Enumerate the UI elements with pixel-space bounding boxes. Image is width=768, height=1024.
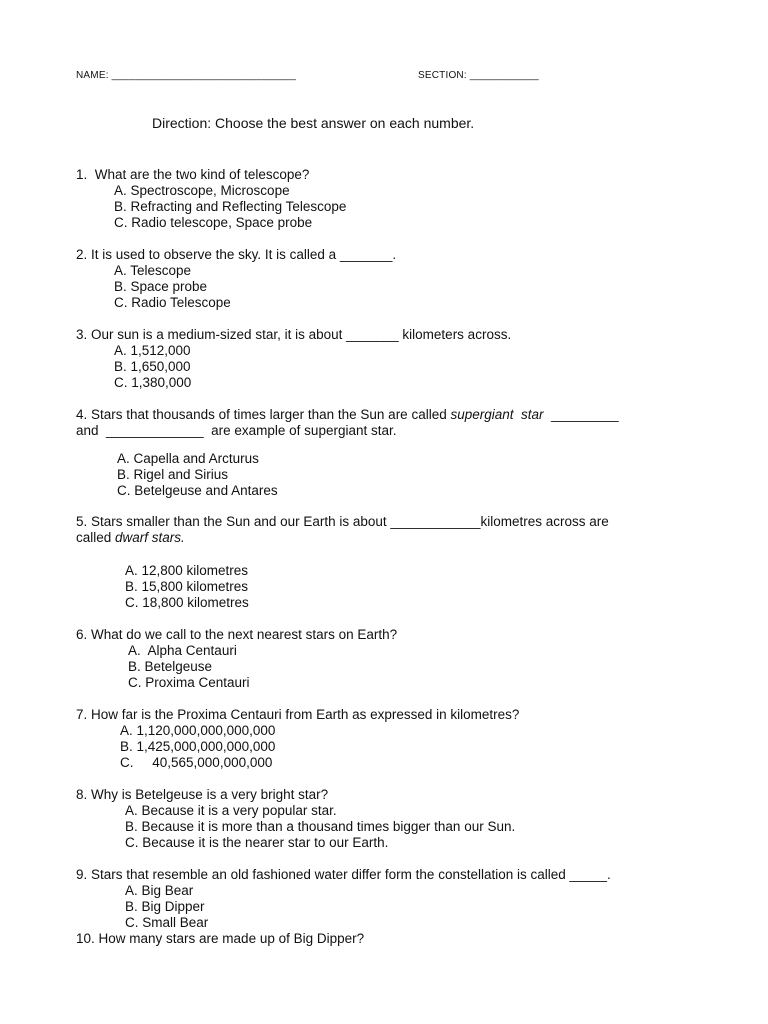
question-1-choice-b: B. Refracting and Reflecting Telescope: [114, 199, 347, 214]
question-4-choice-c: C. Betelgeuse and Antares: [117, 483, 278, 498]
question-7-choice-a: A. 1,120,000,000,000,000: [120, 723, 276, 738]
question-4-choice-b: B. Rigel and Sirius: [117, 467, 229, 482]
question-1-choice-c: C. Radio telescope, Space probe: [114, 215, 313, 230]
question-9: 9. Stars that resemble an old fashioned water differ form the constellation is called _____.: [76, 867, 611, 882]
question-9-choice-a: A. Big Bear: [125, 883, 194, 898]
question-9-choice-b: B. Big Dipper: [125, 899, 205, 914]
question-6-choice-b: B. Betelgeuse: [128, 659, 213, 674]
question-8: 8. Why is Betelgeuse is a very bright star?: [76, 787, 329, 802]
question-4-choice-a: A. Capella and Arcturus: [117, 451, 259, 466]
name-field: NAME: ________________________________: [76, 70, 297, 81]
question-4-text: 4. Stars that thousands of times larger than the Sun are called: [76, 407, 451, 422]
question-3-choice-b: B. 1,650,000: [114, 359, 191, 374]
question-3-choice-a: A. 1,512,000: [114, 343, 191, 358]
question-7: 7. How far is the Proxima Centauri from Earth as expressed in kilometres?: [76, 707, 520, 722]
question-5-term: dwarf stars.: [115, 530, 185, 545]
question-9-choice-c: C. Small Bear: [125, 915, 209, 930]
question-10: 10. How many stars are made up of Big Dipper?: [76, 931, 365, 946]
question-4: [76, 407, 619, 423]
question-2-choice-b: B. Space probe: [114, 279, 208, 294]
question-6-choice-a: A. Alpha Centauri: [128, 643, 237, 658]
section-field: SECTION: ____________: [418, 70, 539, 81]
question-4-line-2: and _____________ are example of supergiant star.: [76, 423, 397, 438]
question-8-choice-c: C. Because it is the nearer star to our Earth.: [125, 835, 389, 850]
question-7-choice-c: C. 40,565,000,000,000: [120, 755, 273, 770]
question-5: 5. Stars smaller than the Sun and our Earth is about ____________kilometres across are: [76, 514, 609, 529]
question-5-choice-c: C. 18,800 kilometres: [125, 595, 249, 610]
question-8-choice-b: B. Because it is more than a thousand times bigger than our Sun.: [125, 819, 516, 834]
question-8-choice-a: A. Because it is a very popular star.: [125, 803, 337, 818]
question-2-choice-a: A. Telescope: [114, 263, 192, 278]
question-7-choice-b: B. 1,425,000,000,000,000: [120, 739, 276, 754]
question-5-choice-a: A. 12,800 kilometres: [125, 563, 249, 578]
question-4-term: supergiant star: [450, 407, 544, 422]
question-5-choice-b: B. 15,800 kilometres: [125, 579, 249, 594]
question-1: 1. What are the two kind of telescope?: [76, 167, 310, 182]
question-3-choice-c: C. 1,380,000: [114, 375, 192, 390]
direction-text: Direction: Choose the best answer on each number.: [152, 115, 475, 131]
question-2: 2. It is used to observe the sky. It is called a _______.: [76, 247, 397, 262]
question-3: 3. Our sun is a medium-sized star, it is about _______ kilometers across.: [76, 327, 512, 342]
question-1-choice-a: A. Spectroscope, Microscope: [114, 183, 290, 198]
question-5-line-2: [76, 530, 185, 546]
question-5-line-2-text: called: [76, 530, 116, 545]
question-6-choice-c: C. Proxima Centauri: [128, 675, 250, 690]
question-2-choice-c: C. Radio Telescope: [114, 295, 231, 310]
question-6: 6. What do we call to the next nearest stars on Earth?: [76, 627, 398, 642]
question-4-blank: _________: [543, 407, 619, 422]
